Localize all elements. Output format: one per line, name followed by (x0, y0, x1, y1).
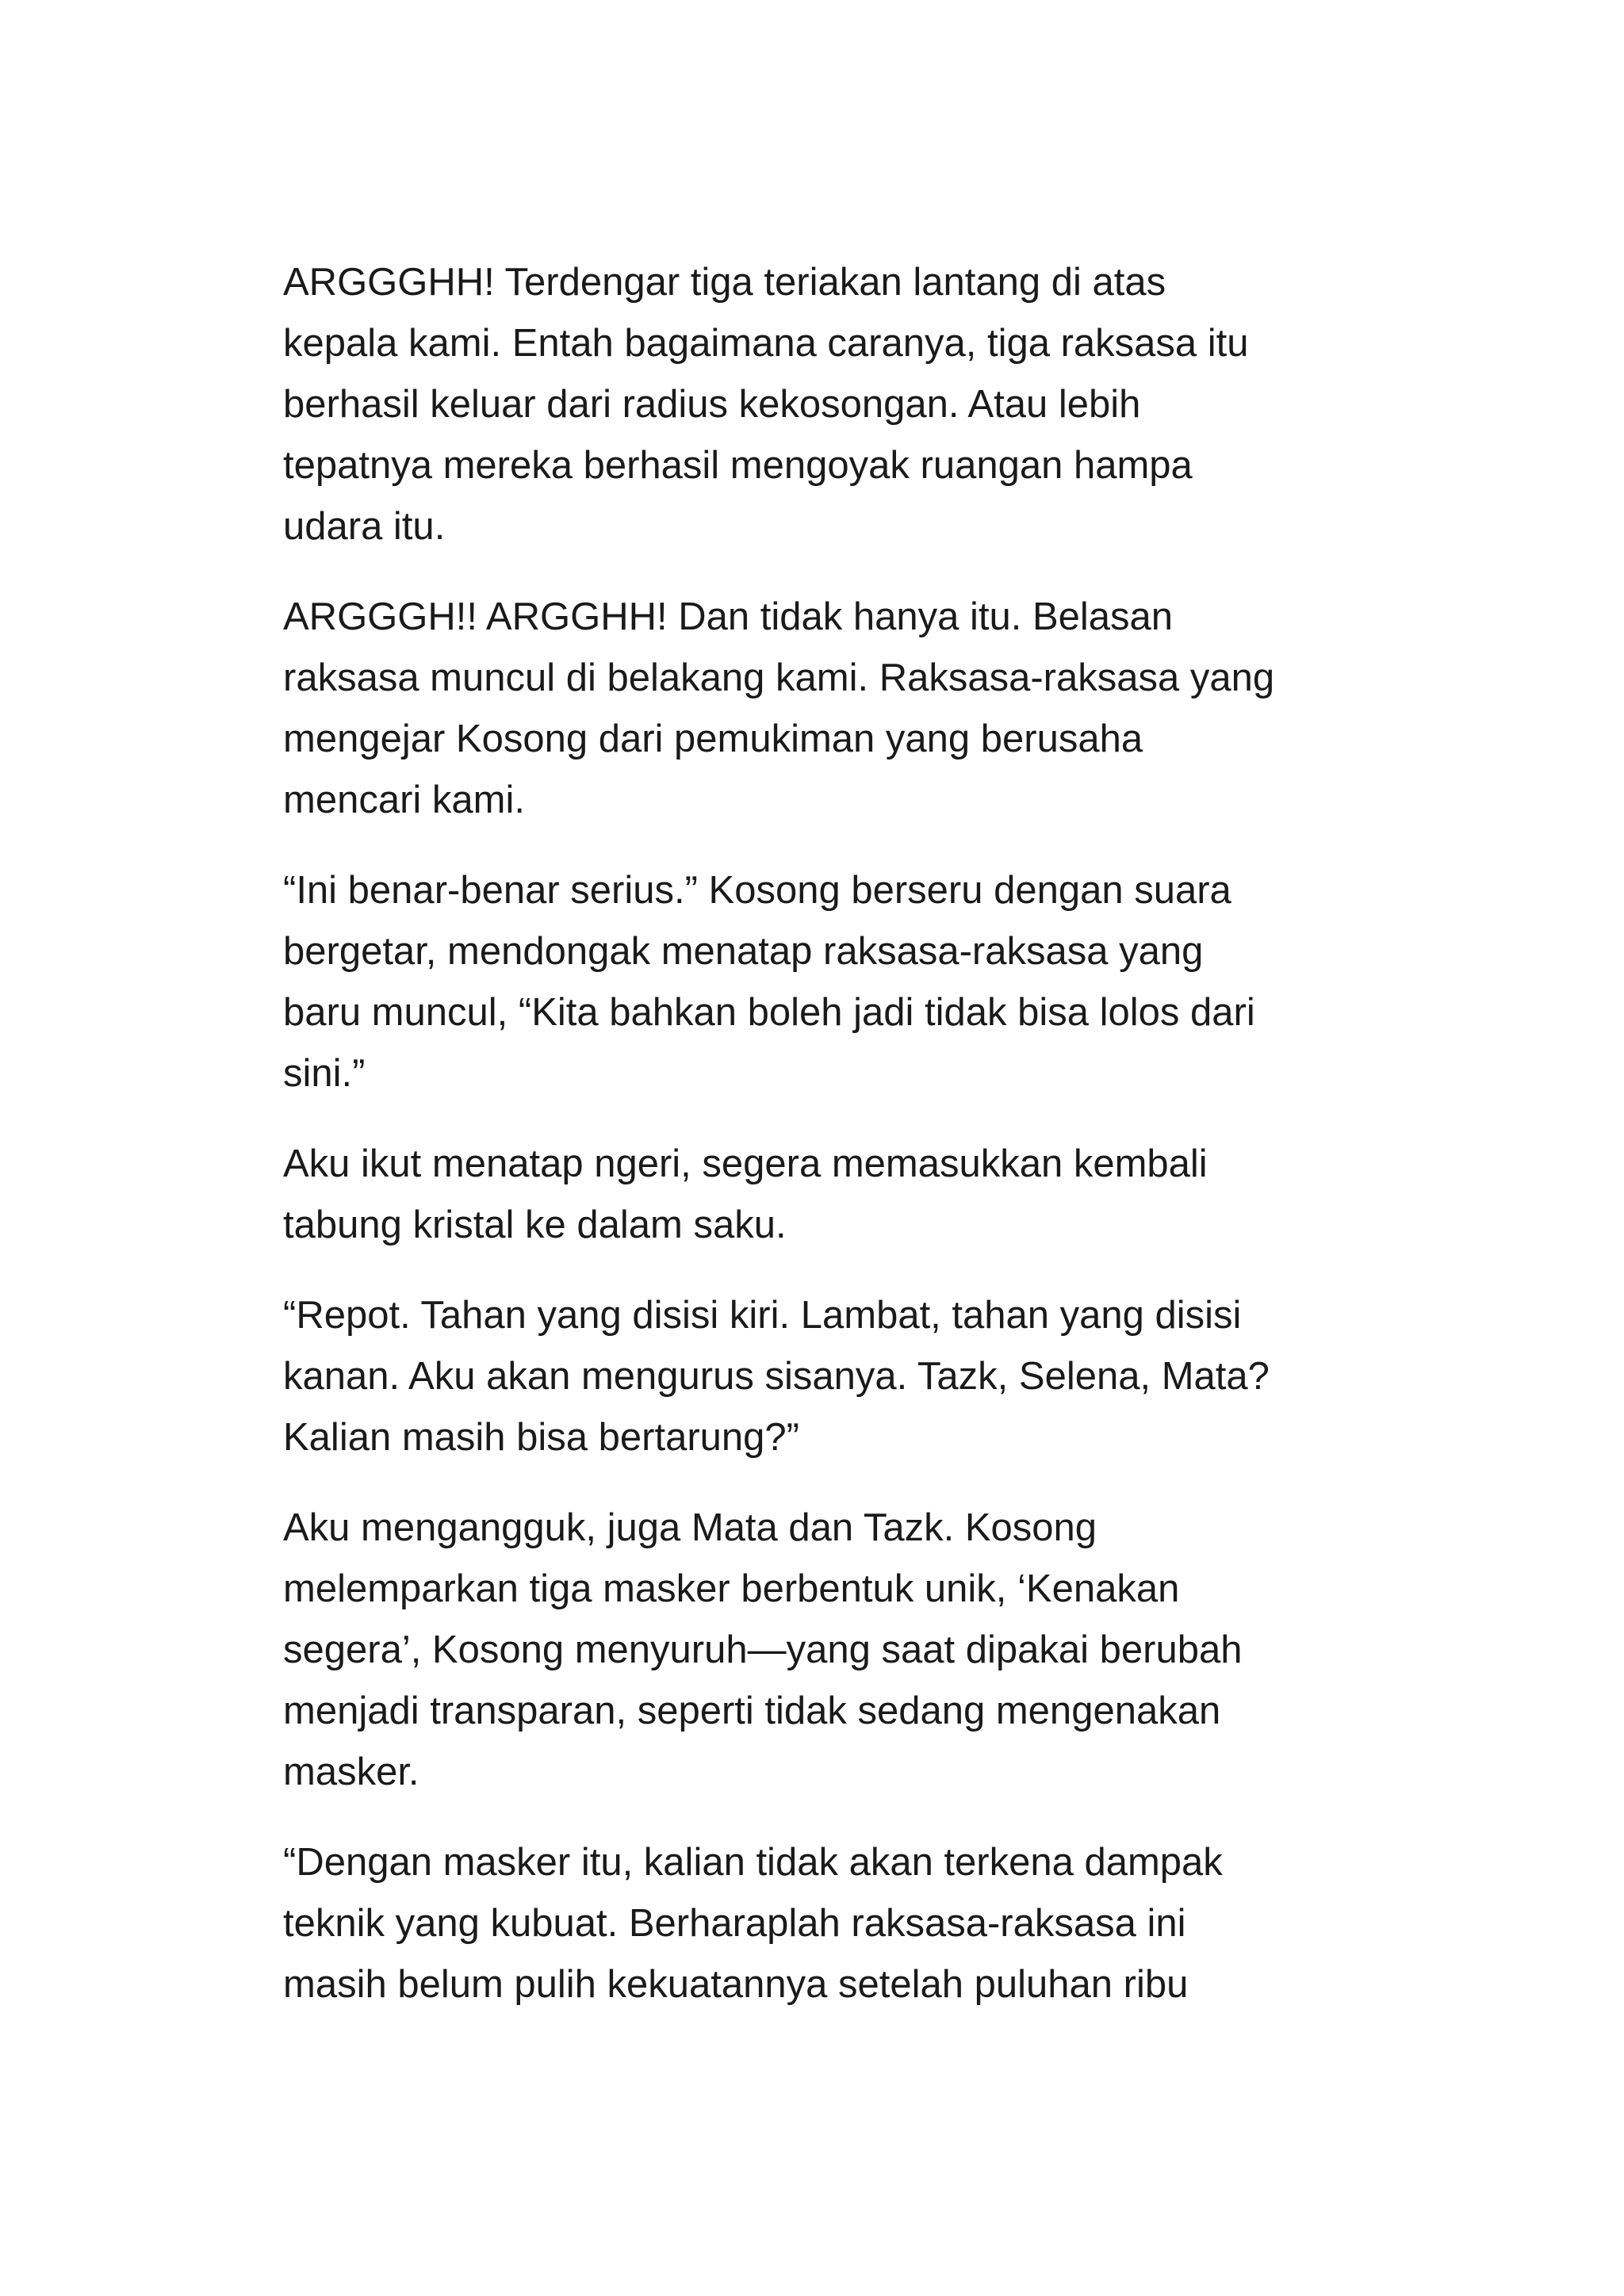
text-line: ARGGGH!! ARGGHH! Dan tidak hanya itu. Belasan (283, 595, 1174, 638)
text-line: bergetar, mendongak menatap raksasa-raksasa yang (283, 930, 1204, 973)
text-line: teknik yang kubuat. Berharaplah raksasa-raksasa ini (283, 1902, 1186, 1945)
text-line: kanan. Aku akan mengurus sisanya. Tazk, Selena, Mata? (283, 1355, 1270, 1398)
paragraph (283, 1285, 1393, 1468)
text-line: menjadi transparan, seperti tidak sedang mengenakan (283, 1689, 1221, 1732)
text-line: mengejar Kosong dari pemukiman yang berusaha (283, 718, 1143, 760)
paragraph (283, 860, 1393, 1104)
paragraph (283, 1498, 1393, 1803)
text-line: kepala kami. Entah bagaimana caranya, tiga raksasa itu (283, 322, 1249, 365)
text-line: melemparkan tiga masker berbentuk unik, ‘Kenakan (283, 1567, 1180, 1610)
text-line: ARGGGHH! Terdengar tiga teriakan lantang di atas (283, 261, 1166, 304)
body-text (283, 252, 1393, 2045)
text-line: baru muncul, “Kita bahkan boleh jadi tidak bisa lolos dari (283, 991, 1255, 1034)
text-line: tepatnya mereka berhasil mengoyak ruangan hampa (283, 444, 1193, 487)
text-line: Aku mengangguk, juga Mata dan Tazk. Kosong (283, 1506, 1097, 1549)
text-line: segera’, Kosong menyuruh—yang saat dipakai berubah (283, 1628, 1243, 1671)
text-line: “Repot. Tahan yang disisi kiri. Lambat, tahan yang disisi (283, 1294, 1242, 1337)
text-line: sini.” (283, 1052, 366, 1095)
text-line: masih belum pulih kekuatannya setelah puluhan ribu (283, 1963, 1189, 2006)
text-line: mencari kami. (283, 779, 525, 821)
text-line: raksasa muncul di belakang kami. Raksasa-raksasa yang (283, 656, 1275, 699)
text-line: masker. (283, 1751, 419, 1793)
text-line: Kalian masih bisa bertarung?” (283, 1416, 799, 1459)
text-line: udara itu. (283, 505, 446, 548)
text-line: “Ini benar-benar serius.” Kosong berseru dengan suara (283, 869, 1231, 912)
text-line: Aku ikut menatap ngeri, segera memasukkan kembali (283, 1142, 1208, 1185)
paragraph (283, 587, 1393, 831)
text-line: “Dengan masker itu, kalian tidak akan terkena dampak (283, 1841, 1223, 1884)
paragraph (283, 1832, 1393, 2015)
paragraph (283, 252, 1393, 557)
text-line: tabung kristal ke dalam saku. (283, 1203, 787, 1246)
text-line: berhasil keluar dari radius kekosongan. Atau lebih (283, 383, 1141, 426)
paragraph (283, 1134, 1393, 1256)
